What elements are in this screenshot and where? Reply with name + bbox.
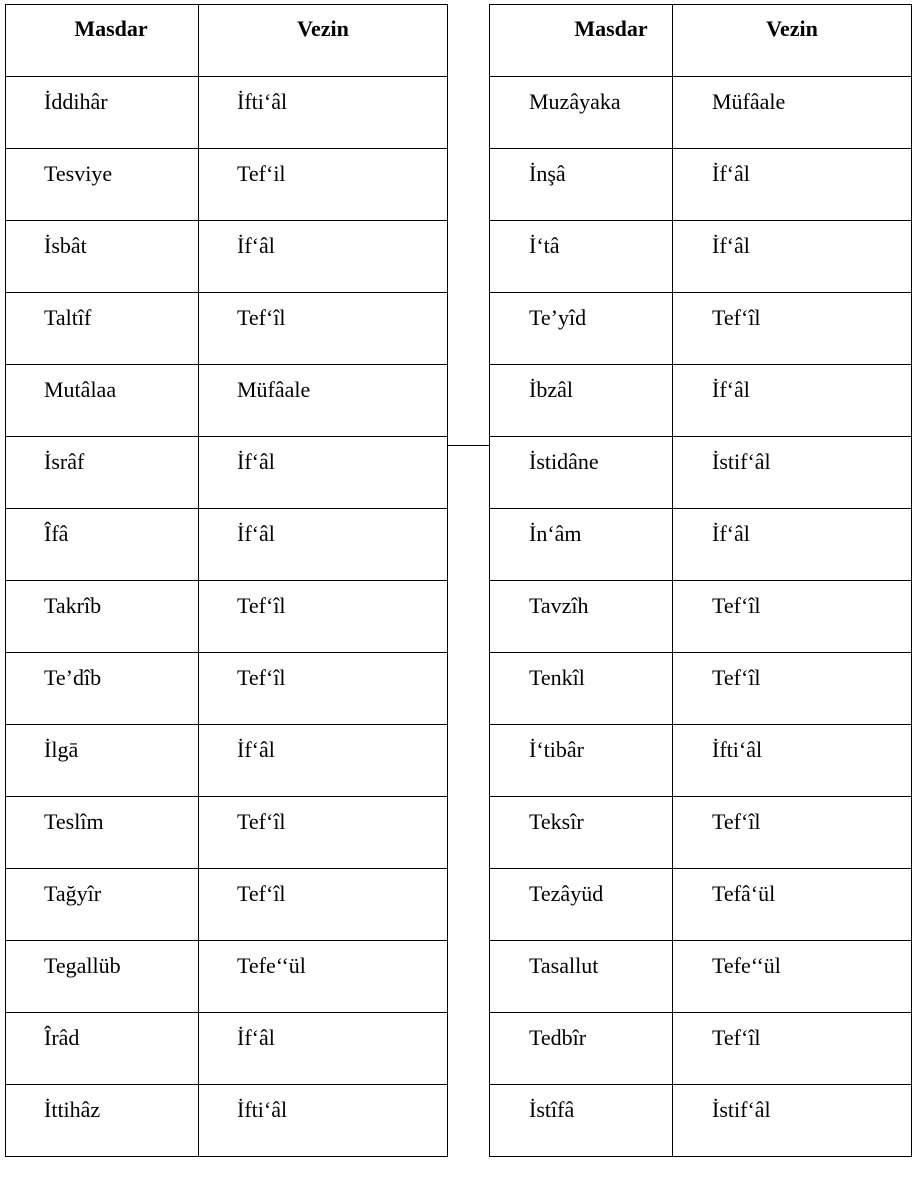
vezin-cell: İfti‘âl xyxy=(199,1085,448,1157)
table-row xyxy=(490,221,912,293)
table-row xyxy=(490,869,912,941)
vezin-header: Vezin xyxy=(199,5,448,77)
vezin-cell: Tef‘il xyxy=(199,149,448,221)
table-row xyxy=(6,1085,448,1157)
masdar-cell: Taltîf xyxy=(6,293,199,365)
vezin-cell: İf‘âl xyxy=(673,149,912,221)
masdar-cell: Tenkîl xyxy=(490,653,673,725)
table-row xyxy=(6,1013,448,1085)
masdar-cell: İlgā xyxy=(6,725,199,797)
table-row xyxy=(490,725,912,797)
masdar-cell: Tesviye xyxy=(6,149,199,221)
masdar-cell: İstîfâ xyxy=(490,1085,673,1157)
table-row xyxy=(6,221,448,293)
table-row xyxy=(490,1013,912,1085)
vezin-cell: Tef‘îl xyxy=(673,1013,912,1085)
masdar-cell: Teslîm xyxy=(6,797,199,869)
masdar-cell: Tezâyüd xyxy=(490,869,673,941)
masdar-cell: Mutâlaa xyxy=(6,365,199,437)
table-row xyxy=(490,653,912,725)
vezin-cell: Tef‘îl xyxy=(199,869,448,941)
vezin-cell: İf‘âl xyxy=(673,509,912,581)
table-row xyxy=(6,797,448,869)
vezin-cell: Tefe‘‘ül xyxy=(673,941,912,1013)
vezin-cell: İfti‘âl xyxy=(199,77,448,149)
table-row xyxy=(6,149,448,221)
table-row xyxy=(490,509,912,581)
table-row xyxy=(6,437,448,509)
vezin-cell: Tefâ‘ül xyxy=(673,869,912,941)
masdar-cell: İsbât xyxy=(6,221,199,293)
table-row xyxy=(490,365,912,437)
table-row xyxy=(6,77,448,149)
masdar-cell: Teksîr xyxy=(490,797,673,869)
vezin-cell: İf‘âl xyxy=(199,221,448,293)
vezin-cell: İf‘âl xyxy=(673,365,912,437)
masdar-cell: Takrîb xyxy=(6,581,199,653)
vezin-cell: Tef‘îl xyxy=(199,653,448,725)
vezin-cell: Müfâale xyxy=(673,77,912,149)
table-row xyxy=(490,941,912,1013)
header-row xyxy=(490,5,912,77)
table-row xyxy=(6,509,448,581)
vezin-cell: İfti‘âl xyxy=(673,725,912,797)
masdar-cell: Muzâyaka xyxy=(490,77,673,149)
vezin-cell: Tef‘îl xyxy=(199,581,448,653)
vezin-cell: İf‘âl xyxy=(199,1013,448,1085)
masdar-header: Masdar xyxy=(6,5,199,77)
masdar-header: Masdar xyxy=(490,5,673,77)
masdar-cell: Tedbîr xyxy=(490,1013,673,1085)
vezin-cell: Tef‘îl xyxy=(673,581,912,653)
right-table xyxy=(489,4,912,1157)
table-row xyxy=(6,653,448,725)
masdar-cell: İbzâl xyxy=(490,365,673,437)
masdar-cell: İ‘tâ xyxy=(490,221,673,293)
masdar-cell: Te’yîd xyxy=(490,293,673,365)
vezin-header: Vezin xyxy=(673,5,912,77)
table-row xyxy=(490,1085,912,1157)
table-row xyxy=(6,941,448,1013)
masdar-cell: Tağyîr xyxy=(6,869,199,941)
vezin-cell: İf‘âl xyxy=(673,221,912,293)
table-row xyxy=(490,797,912,869)
masdar-cell: İstidâne xyxy=(490,437,673,509)
masdar-cell: İttihâz xyxy=(6,1085,199,1157)
table-row xyxy=(6,365,448,437)
masdar-cell: İn‘âm xyxy=(490,509,673,581)
table-row xyxy=(6,581,448,653)
masdar-cell: İ‘tibâr xyxy=(490,725,673,797)
masdar-cell: Îfâ xyxy=(6,509,199,581)
masdar-cell: Tasallut xyxy=(490,941,673,1013)
vezin-cell: Müfâale xyxy=(199,365,448,437)
vezin-cell: Tef‘îl xyxy=(199,293,448,365)
vezin-cell: Tef‘îl xyxy=(673,653,912,725)
vezin-cell: İf‘âl xyxy=(199,509,448,581)
vezin-cell: İstif‘âl xyxy=(673,437,912,509)
vezin-cell: Tef‘îl xyxy=(199,797,448,869)
masdar-cell: Tegallüb xyxy=(6,941,199,1013)
masdar-cell: Tavzîh xyxy=(490,581,673,653)
table-row xyxy=(6,869,448,941)
vezin-cell: Tef‘îl xyxy=(673,797,912,869)
table-row xyxy=(490,77,912,149)
masdar-cell: Îrâd xyxy=(6,1013,199,1085)
table-row xyxy=(490,581,912,653)
table-row xyxy=(6,725,448,797)
table-row xyxy=(490,293,912,365)
table-row xyxy=(490,149,912,221)
left-table xyxy=(5,4,448,1157)
header-row xyxy=(6,5,448,77)
vezin-cell: Tefe‘‘ül xyxy=(199,941,448,1013)
masdar-cell: İddihâr xyxy=(6,77,199,149)
masdar-cell: İsrâf xyxy=(6,437,199,509)
vezin-cell: İstif‘âl xyxy=(673,1085,912,1157)
masdar-cell: İnşâ xyxy=(490,149,673,221)
vezin-cell: İf‘âl xyxy=(199,725,448,797)
vezin-cell: İf‘âl xyxy=(199,437,448,509)
masdar-cell: Te’dîb xyxy=(6,653,199,725)
vezin-cell: Tef‘îl xyxy=(673,293,912,365)
divider-line xyxy=(447,445,489,446)
table-row xyxy=(6,293,448,365)
table-row xyxy=(490,437,912,509)
